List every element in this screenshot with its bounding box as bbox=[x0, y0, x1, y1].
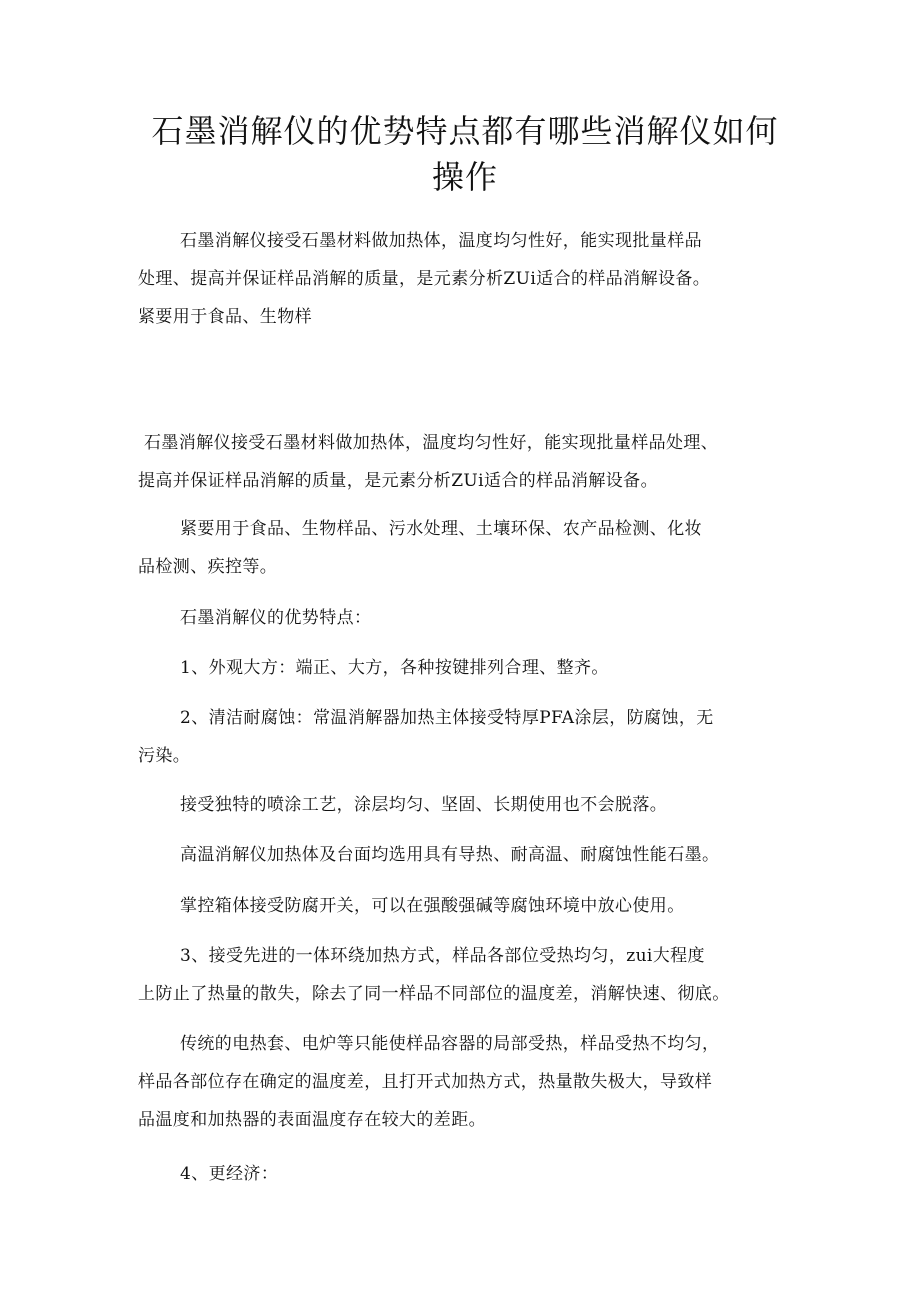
paragraph-line: 品温度和加热器的表面温度存在较大的差距。 bbox=[138, 1110, 486, 1130]
paragraph-line: 上防止了热量的散失，除去了同一样品不同部位的温度差，消解快速、彻底。 bbox=[138, 984, 730, 1004]
intro-paragraph bbox=[138, 222, 798, 336]
paragraph-line: 污染。 bbox=[138, 746, 191, 766]
paragraph-line: 传统的电热套、电炉等只能使样品容器的局部受热，样品受热不均匀， bbox=[180, 1034, 720, 1054]
paragraph-line: 样品各部位存在确定的温度差，且打开式加热方式，热量散失极大，导致样 bbox=[138, 1072, 713, 1092]
paragraph-line: 2、清洁耐腐蚀：常温消解器加热主体接受特厚PFA涂层，防腐蚀，无 bbox=[180, 708, 714, 728]
paragraph-line: 提高并保证样品消解的质量，是元素分析ZUi适合的样品消解设备。 bbox=[138, 471, 658, 491]
paragraph-3: 石墨消解仪的优势特点： bbox=[180, 608, 372, 628]
document-title bbox=[140, 108, 790, 200]
paragraph-10 bbox=[138, 1025, 798, 1139]
title-line-2: 操作 bbox=[431, 158, 498, 196]
paragraph-11: 4、更经济： bbox=[180, 1164, 279, 1184]
paragraph-5 bbox=[138, 699, 798, 775]
title-line-1: 石墨消解仪的优势特点都有哪些消解仪如何 bbox=[151, 112, 779, 150]
paragraph-8: 掌控箱体接受防腐开关，可以在强酸强碱等腐蚀环境中放心使用。 bbox=[180, 896, 685, 916]
paragraph-9 bbox=[138, 937, 798, 1013]
paragraph-7: 高温消解仪加热体及台面均选用具有导热、耐高温、耐腐蚀性能石墨。 bbox=[180, 845, 720, 865]
paragraph-line: 品检测、疾控等。 bbox=[138, 557, 278, 577]
paragraph-4: 1、外观大方：端正、大方，各种按键排列合理、整齐。 bbox=[180, 658, 609, 678]
paragraph-line: 3、接受先进的一体环绕加热方式，样品各部位受热均匀，zui大程度 bbox=[180, 946, 705, 966]
paragraph-line: 石墨消解仪接受石墨材料做加热体，温度均匀性好，能实现批量样品 bbox=[180, 231, 702, 251]
paragraph-line: 紧要用于食品、生物样 bbox=[138, 307, 312, 327]
paragraph-line: 石墨消解仪接受石墨材料做加热体，温度均匀性好，能实现批量样品处理、 bbox=[144, 433, 719, 453]
paragraph-2 bbox=[138, 510, 798, 586]
paragraph-6: 接受独特的喷涂工艺，涂层均匀、坚固、长期使用也不会脱落。 bbox=[180, 795, 668, 815]
paragraph-1 bbox=[138, 424, 798, 500]
paragraph-line: 紧要用于食品、生物样品、污水处理、土壤环保、农产品检测、化妆 bbox=[180, 519, 702, 539]
paragraph-line: 处理、提高并保证样品消解的质量，是元素分析ZUi适合的样品消解设备。 bbox=[138, 269, 711, 289]
